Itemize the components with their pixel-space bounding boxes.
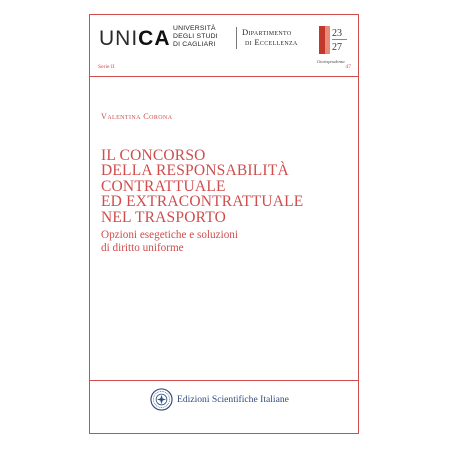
title-line: CONTRATTUALE [101, 177, 226, 195]
university-line: DI CAGLIARI [173, 41, 216, 49]
university-line: UNIVERSITÀ [173, 25, 216, 32]
author-name: Valentina Corona [101, 112, 173, 121]
excellence-logo-icon [317, 24, 351, 56]
book-subtitle [101, 229, 238, 254]
publisher-seal-icon [150, 388, 173, 411]
university-line: DEGLI STUDI [173, 33, 218, 41]
department-line: Dipartimento [242, 27, 292, 37]
unica-logo [99, 28, 171, 49]
header-rule [90, 76, 358, 77]
department-name [242, 27, 298, 47]
title-line: ED EXTRACONTRATTUALE [101, 193, 304, 211]
series-label: Serie II [98, 64, 115, 70]
excellence-years-top: 23 [332, 28, 342, 39]
publisher [150, 388, 310, 412]
book-title [101, 148, 351, 225]
cover-header [90, 15, 358, 77]
subtitle-line: di diritto uniforme [101, 241, 184, 254]
department-label: Giurisprudenza [317, 59, 345, 64]
header-divider [236, 27, 237, 49]
title-line: NEL TRASPORTO [101, 208, 226, 226]
footer-rule [90, 380, 358, 381]
publisher-name: Edizioni Scientifiche Italiane [177, 394, 289, 405]
subtitle-line: Opzioni esegetiche e soluzioni [101, 229, 239, 241]
book-cover [89, 14, 359, 434]
seal-star [157, 395, 166, 404]
title-line: DELLA RESPONSABILITÀ [101, 162, 289, 180]
university-name [173, 25, 218, 50]
unica-logo-prefix: UNI [99, 27, 139, 50]
excellence-years-bottom: 27 [332, 42, 342, 53]
volume-number: 47 [345, 64, 351, 70]
title-line: IL CONCORSO [101, 147, 206, 164]
unica-logo-suffix: CA [138, 27, 171, 50]
excellence-logo-stripe [325, 26, 330, 54]
department-line: di Eccellenza [245, 37, 298, 47]
